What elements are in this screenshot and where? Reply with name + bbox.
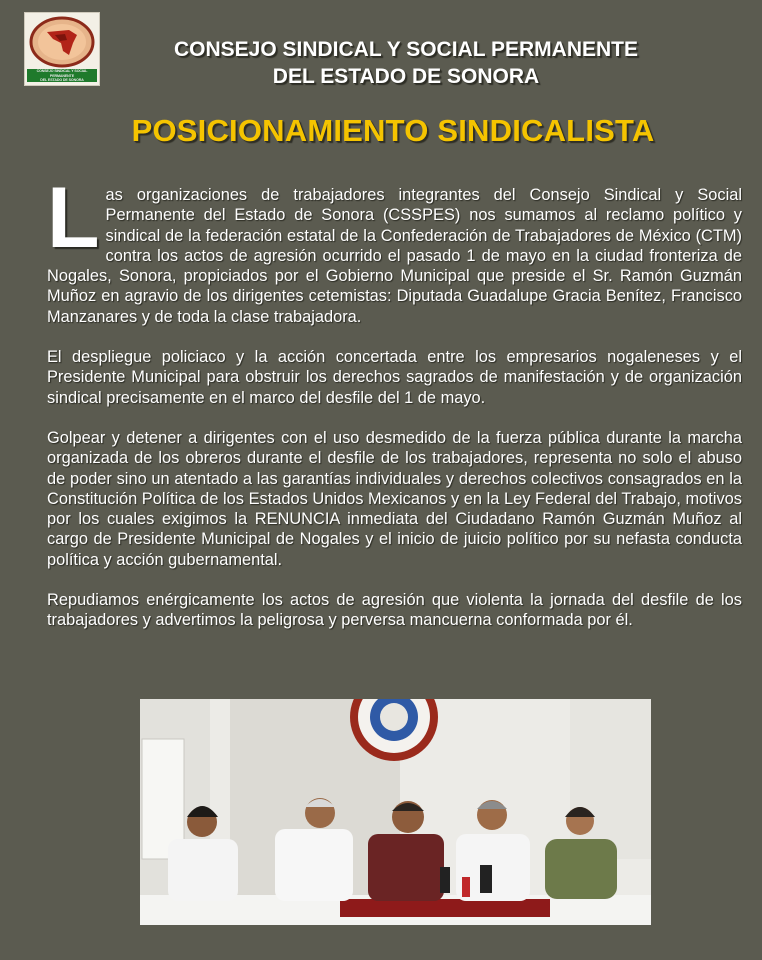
- statement-body: [47, 170, 742, 651]
- organization-title-line1: CONSEJO SINDICAL Y SOCIAL PERMANENTE: [173, 38, 639, 61]
- drop-cap: L: [47, 170, 100, 266]
- press-conference-illustration: [140, 699, 651, 925]
- organization-title: [0, 36, 762, 90]
- logo-caption: CONSEJO SINDICAL Y SOCIAL PERMANENTE DEL ESTADO DE SONORA: [27, 69, 97, 82]
- paragraph-1-text: as organizaciones de trabajadores integrantes del Consejo Sindical y Social Permanente del Estado de Sonora (CSSPES) nos sumamos al reclamo político y sindical de la federación estatal de la Confederación de Trabajadores de México (CTM) contra los actos de agresión ocurrido el pasado 1 de mayo en la ciudad fronteriza de Nogales, Sonora, propiciados por el Gobierno Municipal que preside el Sr. Ramón Guzmán Muñoz en agravio de los dirigentes cetemistas: Diputada Guadalupe Gracia Benítez, Francisco Manzanares y de toda la clase trabajadora.: [47, 186, 742, 326]
- paragraph-4: Repudiamos enérgicamente los actos de agresión que violenta la jornada del desfile de los trabajadores y advertimos la peligrosa y perversa mancuerna conformada por él.: [47, 591, 742, 630]
- paragraph-3: Golpear y detener a dirigentes con el uso desmedido de la fuerza pública durante la marcha organizada de los obreros durante el desfile de los trabajadores, representa no solo el abuso de poder sino un atentado a las garantías individuales y derechos colectivos consagrados en la Constitución Política de los Estados Unidos Mexicanos y en la Ley Federal del Trabajo, motivos por los cuales exigimos la RENUNCIA inmediata del Ciudadano Ramón Guzmán Muñoz al cargo de Presidente Municipal de Nogales y el inicio de juicio político por su nefasta conducta política y acción gubernamental.: [47, 428, 742, 569]
- organization-title-line2: DEL ESTADO DE SONORA: [272, 65, 540, 88]
- paragraph-2: El despliegue policiaco y la acción concertada entre los empresarios nogaleneses y el Presidente Municipal para obstruir los derechos sagrados de manifestación y de organización sindical precisamente en el marco del desfile del 1 de mayo.: [47, 348, 742, 407]
- page-headline: POSICIONAMIENTO SINDICALISTA: [131, 113, 655, 148]
- press-conference-photo: [140, 699, 651, 925]
- paragraph-1: [47, 170, 742, 327]
